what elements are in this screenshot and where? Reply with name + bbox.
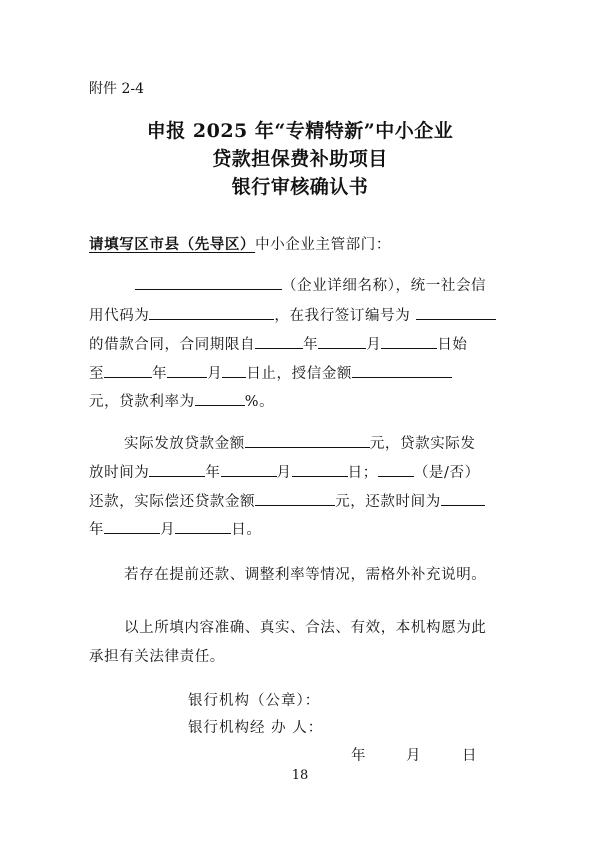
- p1-line-2: 用代码为 ，在我行签订编号为: [89, 304, 496, 325]
- p2-line-2: 放时间为 年 月 日； （是/否）: [89, 461, 480, 482]
- p1-line-1: （企业详细名称），统一社会信: [135, 274, 486, 295]
- p4-line-2: 承担有关法律责任。: [89, 649, 225, 665]
- p2-line-3: 还款，实际偿还贷款金额 元，还款时间为: [89, 490, 485, 511]
- p2-line-4: 年 月 日。: [89, 518, 261, 539]
- sign-month: 月: [406, 748, 422, 764]
- p4-line-1: 以上所填内容准确、真实、合法、有效，本机构愿为此: [124, 620, 487, 636]
- sign-year: 年: [351, 748, 367, 764]
- title-line-1: 申报 2025 年“专精特新”中小企业: [146, 120, 454, 142]
- rate-blank: [195, 391, 245, 406]
- credit-code-blank: [149, 305, 274, 320]
- p1-line-4: 至 年 月 日止，授信金额: [89, 362, 452, 383]
- p1-line-3: 的借款合同，合同期限自 年 月 日始: [89, 333, 468, 354]
- loan-amount-blank: [245, 433, 370, 448]
- p2-line-1: 实际发放贷款金额 元，贷款实际发: [124, 432, 476, 453]
- sign-day: 日: [462, 748, 478, 764]
- title-line-2: 贷款担保费补助项目: [212, 148, 388, 170]
- page-number: 18: [291, 768, 309, 783]
- title-line-3: 银行审核确认书: [231, 176, 369, 198]
- contract-no-blank: [416, 305, 496, 320]
- handler-label: 银行机构经 办 人：: [188, 720, 324, 736]
- p1-line-5: 元，贷款利率为 %。: [89, 390, 274, 411]
- seal-label: 银行机构（公章）：: [188, 693, 321, 709]
- addressee-line: [89, 233, 391, 254]
- p3-line: 若存在提前还款、调整利率等情况，需格外补充说明。: [124, 567, 487, 583]
- company-name-blank: [135, 275, 282, 290]
- credit-amount-blank: [352, 363, 452, 378]
- dept-label: 中小企业主管部门：: [255, 237, 392, 253]
- attachment-label: 附件 2-4: [89, 81, 144, 97]
- district-placeholder: 请填写区市县（先导区）: [89, 236, 256, 253]
